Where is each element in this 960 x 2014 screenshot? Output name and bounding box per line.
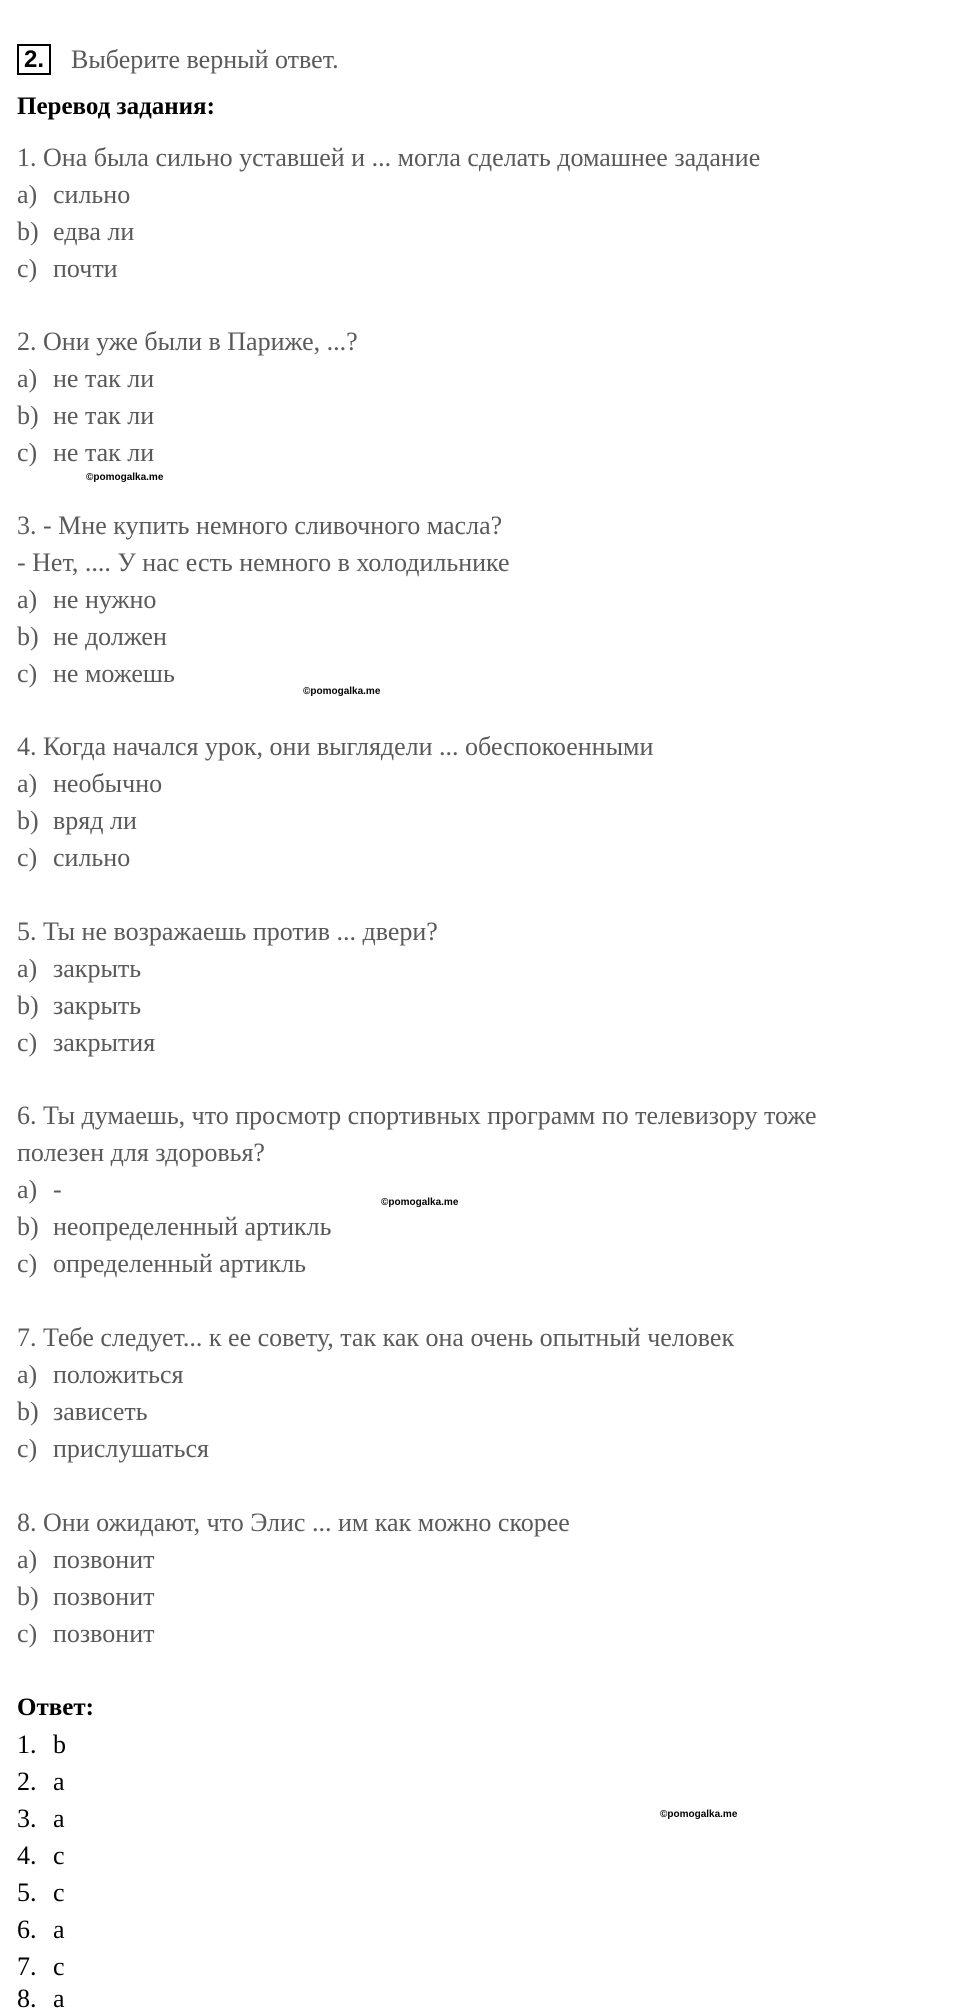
question-1-option-b — [17, 217, 134, 247]
answer-number: 7. — [17, 1952, 37, 1981]
option-text: позвонит — [53, 1619, 155, 1648]
option-letter: c) — [17, 1249, 38, 1278]
option-text: не должен — [53, 622, 167, 651]
option-text: сильно — [53, 180, 131, 209]
option-text: прислушаться — [53, 1434, 209, 1463]
option-text: неопределенный артикль — [53, 1212, 332, 1241]
option-text: не так ли — [53, 438, 155, 467]
answer-heading: Ответ: — [17, 1694, 94, 1721]
option-letter: b) — [17, 401, 39, 430]
question-8-option-c — [17, 1619, 154, 1649]
option-letter: c) — [17, 1028, 38, 1057]
option-text: не так ли — [53, 401, 155, 430]
answer-number: 8. — [17, 1984, 37, 2013]
watermark: ©pomogalka.me — [303, 686, 381, 697]
question-3-text-line-1: 3. - Мне купить немного сливочного масла? — [17, 511, 503, 540]
question-7-option-c — [17, 1434, 209, 1464]
question-6-text-line-1: 6. Ты думаешь, что просмотр спортивных программ по телевизору тоже — [17, 1101, 817, 1130]
answer-letter: a — [53, 1767, 65, 1796]
question-2-option-a — [17, 364, 154, 394]
option-letter: a) — [17, 769, 38, 798]
option-text: позвонит — [53, 1582, 155, 1611]
option-text: не можешь — [53, 659, 175, 688]
option-letter: c) — [17, 659, 38, 688]
question-8-option-b — [17, 1582, 154, 1612]
question-6-option-b — [17, 1212, 332, 1242]
task-header — [17, 44, 339, 75]
option-text: не нужно — [53, 585, 157, 614]
question-8-text: 8. Они ожидают, что Элис ... им как можно скорее — [17, 1508, 570, 1537]
question-2-text: 2. Они уже были в Париже, ...? — [17, 327, 358, 356]
answer-letter: b — [53, 1730, 66, 1759]
option-text: почти — [53, 254, 118, 283]
answer-letter: c — [53, 1952, 65, 1981]
task-instruction: Выберите верный ответ. — [71, 44, 339, 74]
option-letter: c) — [17, 254, 38, 283]
option-letter: a) — [17, 1360, 38, 1389]
option-letter: c) — [17, 438, 38, 467]
answer-number: 4. — [17, 1841, 37, 1870]
option-text: закрыть — [53, 991, 142, 1020]
answer-letter: a — [53, 1984, 65, 2013]
question-5-text: 5. Ты не возражаешь против ... двери? — [17, 917, 438, 946]
answer-number: 5. — [17, 1878, 37, 1907]
question-4-option-b — [17, 806, 137, 836]
option-letter: a) — [17, 585, 38, 614]
option-letter: a) — [17, 1545, 38, 1574]
question-6-option-c — [17, 1249, 306, 1279]
question-7-text: 7. Тебе следует... к ее совету, так как она очень опытный человек — [17, 1323, 735, 1352]
answer-letter: c — [53, 1878, 65, 1907]
question-4-text: 4. Когда начался урок, они выглядели ... обеспокоенными — [17, 732, 654, 761]
option-letter: b) — [17, 806, 39, 835]
answer-row-6 — [17, 1915, 65, 1945]
answer-number: 1. — [17, 1730, 37, 1759]
option-text: вряд ли — [53, 806, 137, 835]
option-text: сильно — [53, 843, 131, 872]
question-3-option-c — [17, 659, 175, 689]
question-1-text: 1. Она была сильно уставшей и ... могла сделать домашнее задание — [17, 143, 761, 172]
question-4-option-c — [17, 843, 130, 873]
answer-row-4 — [17, 1841, 65, 1871]
option-letter: c) — [17, 1619, 38, 1648]
answer-row-8 — [17, 1984, 65, 2014]
answer-number: 2. — [17, 1767, 37, 1796]
answer-letter: a — [53, 1915, 65, 1944]
option-letter: a) — [17, 180, 38, 209]
answer-number: 3. — [17, 1804, 37, 1833]
question-5-option-b — [17, 991, 141, 1021]
task-number-box: 2. — [17, 44, 51, 75]
question-4-option-a — [17, 769, 162, 799]
option-letter: b) — [17, 1212, 39, 1241]
answer-row-5 — [17, 1878, 65, 1908]
answer-row-7 — [17, 1952, 65, 1982]
option-letter: c) — [17, 843, 38, 872]
question-2-option-c — [17, 438, 154, 468]
question-1-option-a — [17, 180, 130, 210]
option-letter: b) — [17, 1582, 39, 1611]
option-text: закрытия — [53, 1028, 156, 1057]
answer-number: 6. — [17, 1915, 37, 1944]
option-letter: b) — [17, 991, 39, 1020]
option-text: зависеть — [53, 1397, 148, 1426]
question-3-option-b — [17, 622, 167, 652]
option-letter: b) — [17, 217, 39, 246]
option-text: - — [53, 1175, 62, 1204]
question-8-option-a — [17, 1545, 154, 1575]
question-3-text-line-2: - Нет, .... У нас есть немного в холодильнике — [17, 548, 510, 577]
option-letter: b) — [17, 622, 39, 651]
question-7-option-a — [17, 1360, 184, 1390]
answer-row-3 — [17, 1804, 65, 1834]
watermark: ©pomogalka.me — [86, 472, 164, 483]
option-text: закрыть — [53, 954, 142, 983]
option-text: положиться — [53, 1360, 184, 1389]
answer-row-1 — [17, 1730, 66, 1760]
option-text: едва ли — [53, 217, 135, 246]
question-7-option-b — [17, 1397, 148, 1427]
option-text: позвонит — [53, 1545, 155, 1574]
question-6-text-line-2: полезен для здоровья? — [17, 1138, 265, 1167]
option-text: определенный артикль — [53, 1249, 307, 1278]
option-text: необычно — [53, 769, 163, 798]
question-5-option-a — [17, 954, 141, 984]
question-1-option-c — [17, 254, 118, 284]
option-letter: a) — [17, 954, 38, 983]
option-letter: b) — [17, 1397, 39, 1426]
answer-letter: c — [53, 1841, 65, 1870]
translation-heading: Перевод задания: — [17, 93, 215, 120]
question-2-option-b — [17, 401, 154, 431]
question-6-option-a — [17, 1175, 62, 1205]
answer-row-2 — [17, 1767, 65, 1797]
watermark: ©pomogalka.me — [660, 1809, 738, 1820]
question-5-option-c — [17, 1028, 155, 1058]
option-text: не так ли — [53, 364, 155, 393]
watermark: ©pomogalka.me — [381, 1197, 459, 1208]
answer-letter: a — [53, 1804, 65, 1833]
option-letter: a) — [17, 364, 38, 393]
option-letter: c) — [17, 1434, 38, 1463]
option-letter: a) — [17, 1175, 38, 1204]
question-3-option-a — [17, 585, 156, 615]
